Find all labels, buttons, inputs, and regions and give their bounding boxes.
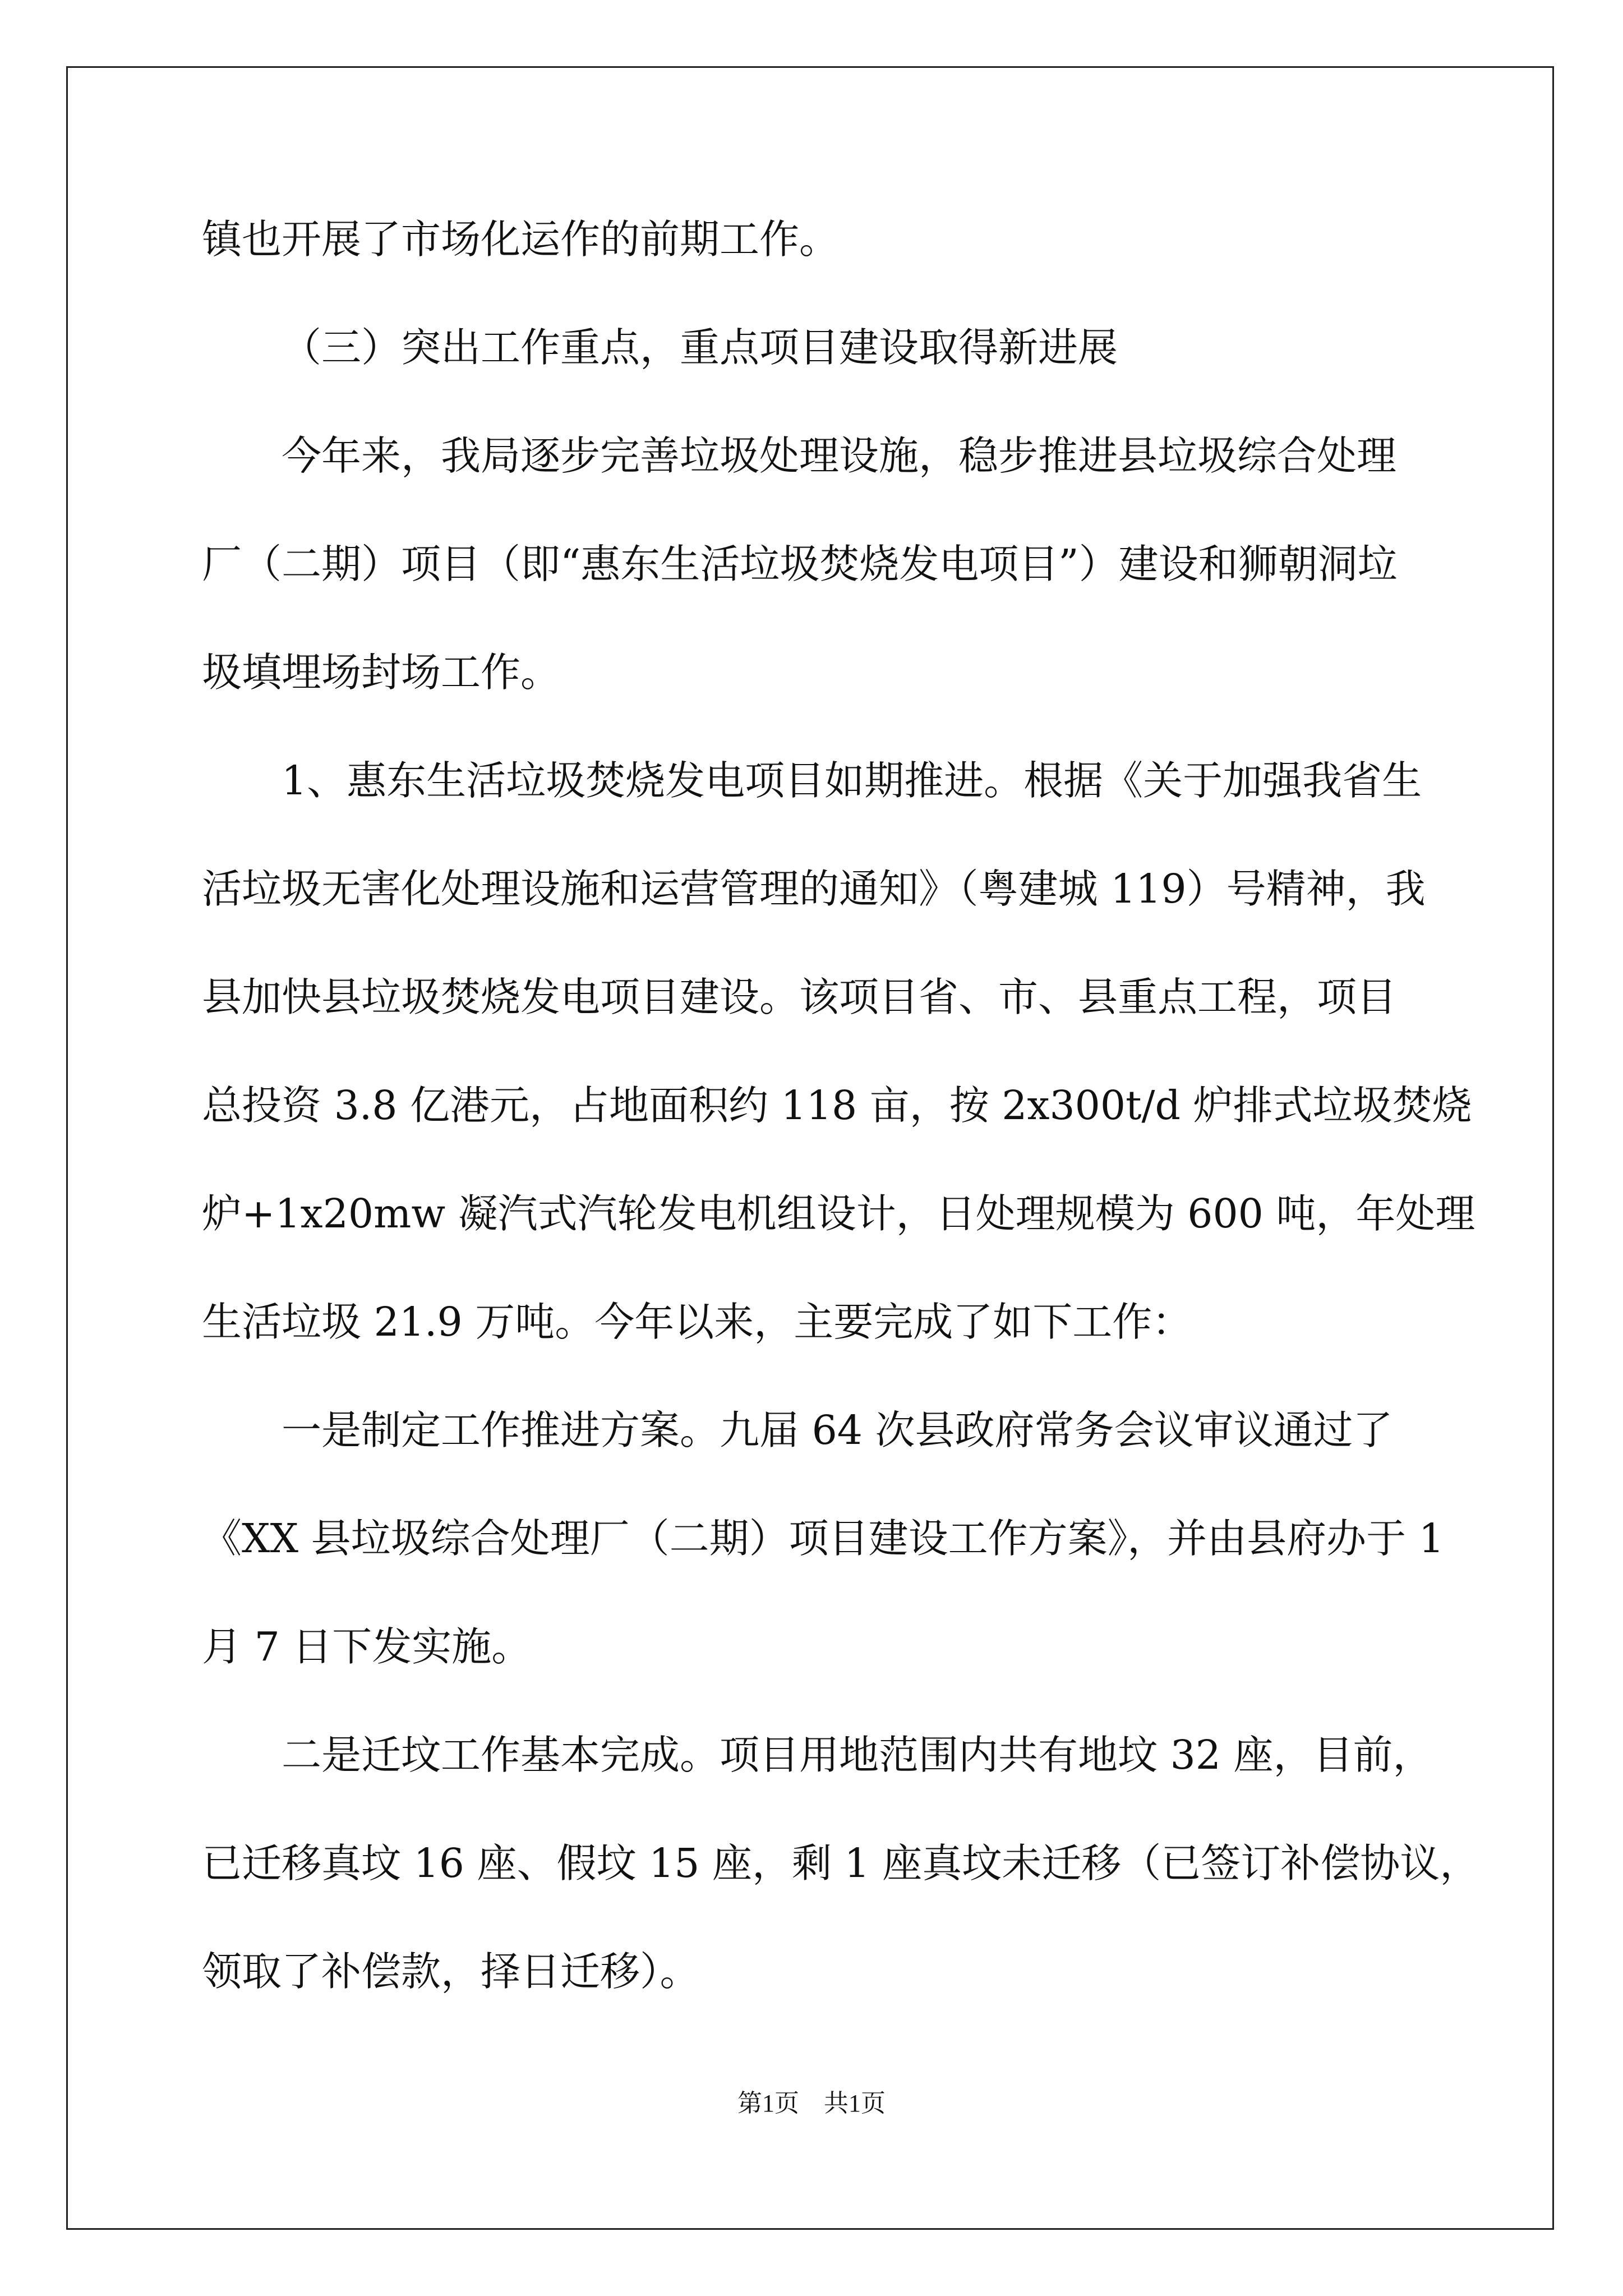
text-line: 今年来，我局逐步完善垃圾处理设施，稳步推进县垃圾综合处理 <box>282 432 1397 479</box>
document-body <box>202 185 1480 2026</box>
text-line: 炉+1x20mw 凝汽式汽轮发电机组设计，日处理规模为 600 吨，年处理 <box>202 1190 1476 1237</box>
text-line: 镇也开展了市场化运作的前期工作。 <box>202 216 840 263</box>
section-heading: （三）突出工作重点，重点项目建设取得新进展 <box>282 324 1118 371</box>
text-line: 《XX 县垃圾综合处理厂（二期）项目建设工作方案》，并由县府办于 1 <box>202 1515 1444 1562</box>
text-line: 领取了补偿款，择日迁移）。 <box>202 1948 700 1995</box>
text-line: 圾填埋场封场工作。 <box>202 649 561 696</box>
text-line: 生活垃圾 21.9 万吨。今年以来，主要完成了如下工作： <box>202 1299 1192 1345</box>
text-line: 1、惠东生活垃圾焚烧发电项目如期推进。根据《关于加强我省生 <box>282 757 1422 804</box>
text-line: 已迁移真坟 16 座、假坟 15 座，剩 1 座真坟未迁移（已签订补偿协议， <box>202 1840 1480 1887</box>
text-line: 总投资 3.8 亿港元，占地面积约 118 亩，按 2x300t/d 炉排式垃圾焚烧 <box>202 1082 1472 1129</box>
text-line: 县加快县垃圾焚烧发电项目建设。该项目省、市、县重点工程，项目 <box>202 974 1397 1020</box>
text-line: 活垃圾无害化处理设施和运营管理的通知》（粤建城 119）号精神，我 <box>202 866 1426 912</box>
page-number-footer: 第1页 共1页 <box>737 2090 886 2117</box>
text-line: 二是迁坟工作基本完成。项目用地范围内共有地坟 32 座，目前， <box>282 1732 1433 1778</box>
text-line: 一是制定工作推进方案。九届 64 次县政府常务会议审议通过了 <box>282 1407 1393 1453</box>
text-line: 厂（二期）项目（即“惠东生活垃圾焚烧发电项目”）建设和狮朝洞垃 <box>202 541 1398 587</box>
text-line: 月 7 日下发实施。 <box>202 1623 532 1670</box>
